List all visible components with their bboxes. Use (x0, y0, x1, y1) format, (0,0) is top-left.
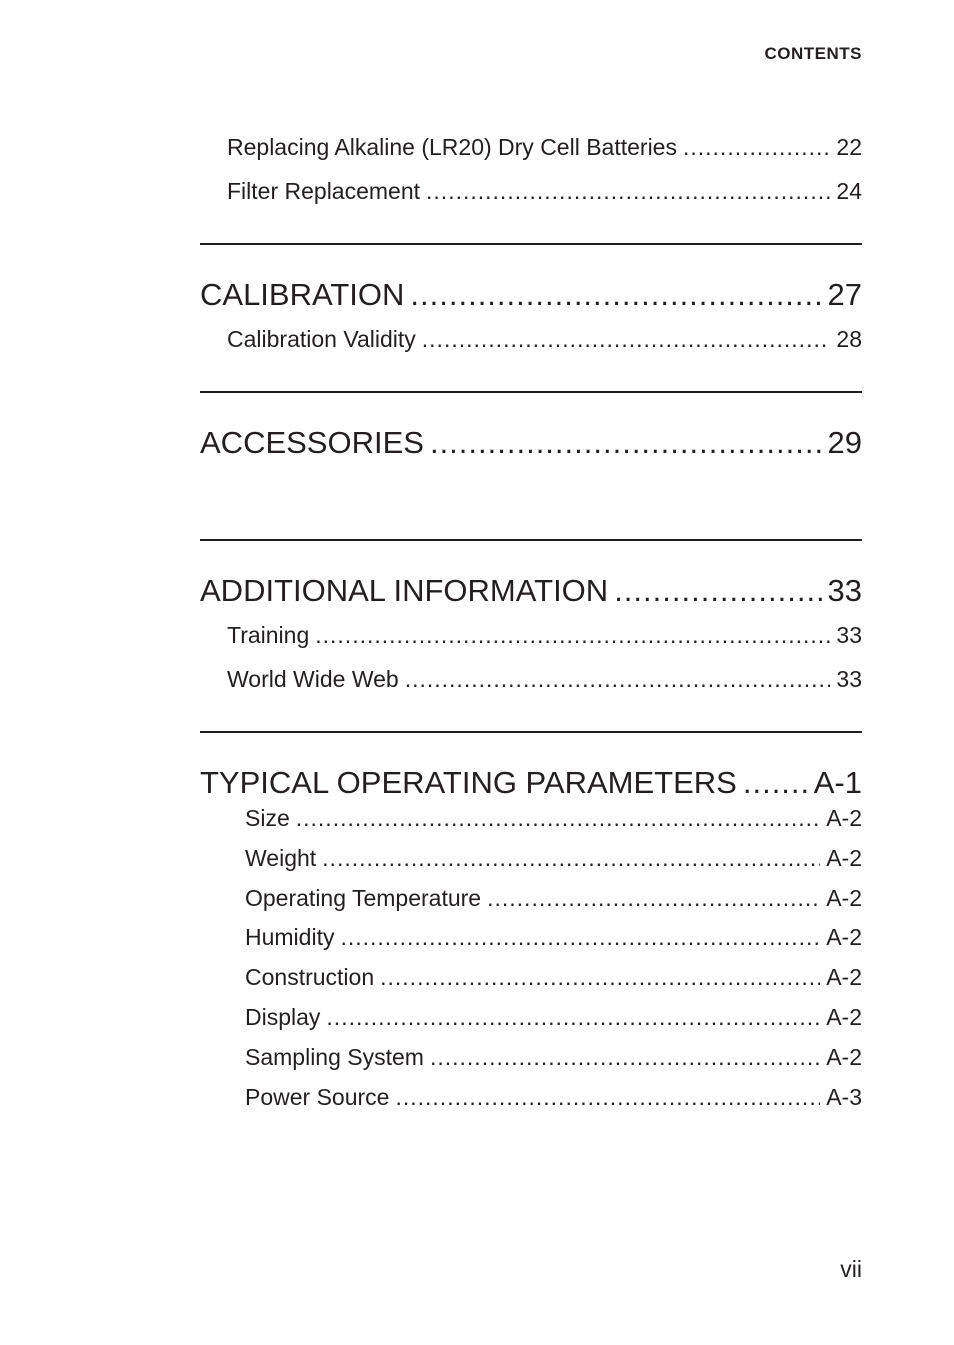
toc-entry[interactable] (245, 885, 862, 912)
toc-entry-title: Training (227, 622, 310, 648)
toc-heading-title: ADDITIONAL INFORMATION (200, 573, 609, 608)
dot-leader (380, 964, 820, 991)
dot-leader (315, 622, 830, 649)
toc-entry-title: Operating Temperature (245, 885, 482, 911)
toc-heading-page: A-1 (813, 765, 862, 800)
toc-heading-title: ACCESSORIES (200, 425, 424, 460)
toc-entry-title: Replacing Alkaline (LR20) Dry Cell Batteries (227, 134, 677, 160)
toc-entry-title: World Wide Web (227, 666, 399, 692)
toc-entry-page: 33 (836, 666, 862, 692)
dot-leader (340, 924, 820, 951)
toc-entry-title: Calibration Validity (227, 326, 416, 352)
toc-entry-page: 33 (836, 622, 862, 648)
dot-leader (426, 178, 830, 205)
toc-entry[interactable] (227, 178, 862, 205)
toc-heading[interactable] (200, 277, 862, 313)
dot-leader (430, 425, 822, 461)
section-divider (200, 731, 862, 733)
toc-entry-page: A-2 (826, 964, 862, 990)
toc-entry[interactable] (245, 1004, 862, 1031)
toc-entry[interactable] (245, 924, 862, 951)
section-divider (200, 391, 862, 393)
toc-heading[interactable] (200, 425, 862, 461)
toc-entry[interactable] (227, 326, 862, 353)
toc-entry[interactable] (227, 134, 862, 161)
dot-leader (410, 277, 821, 313)
toc-entry[interactable] (245, 845, 862, 872)
dot-leader (405, 666, 831, 693)
toc-heading-page: 27 (827, 277, 862, 312)
toc-heading-page: 29 (827, 425, 862, 460)
toc-entry[interactable] (245, 805, 862, 832)
toc-entry[interactable] (245, 1084, 862, 1111)
toc-entry-title: Size (245, 805, 290, 831)
toc-heading-title: CALIBRATION (200, 277, 405, 312)
toc-entry[interactable] (245, 964, 862, 991)
toc-entry-page: A-2 (826, 845, 862, 871)
section-divider (200, 243, 862, 245)
dot-leader (683, 134, 830, 161)
page-number: vii (840, 1256, 862, 1282)
toc-entry-page: A-2 (826, 1044, 862, 1070)
dot-leader (614, 573, 821, 609)
toc-heading-page: 33 (827, 573, 862, 608)
toc-heading[interactable] (200, 765, 862, 801)
toc-entry-page: A-2 (826, 805, 862, 831)
toc-entry-title: Weight (245, 845, 317, 871)
dot-leader (322, 845, 820, 872)
dot-leader (296, 805, 820, 832)
dot-leader (487, 885, 820, 912)
toc-entry[interactable] (245, 1044, 862, 1071)
toc-entry-title: Humidity (245, 924, 335, 950)
toc-entry[interactable] (227, 622, 862, 649)
toc-entry[interactable] (227, 666, 862, 693)
toc-entry-title: Display (245, 1004, 321, 1030)
dot-leader (395, 1084, 820, 1111)
toc-entry-title: Sampling System (245, 1044, 424, 1070)
toc-entry-page: A-2 (826, 1004, 862, 1030)
section-divider (200, 539, 862, 541)
toc-heading-title: TYPICAL OPERATING PARAMETERS (200, 765, 737, 800)
toc-entry-title: Filter Replacement (227, 178, 421, 204)
running-header: CONTENTS (764, 44, 862, 63)
toc-entry-page: 22 (836, 134, 862, 160)
toc-entry-page: A-2 (826, 885, 862, 911)
toc-entry-title: Construction (245, 964, 375, 990)
dot-leader (326, 1004, 820, 1031)
toc-entry-page: A-2 (826, 924, 862, 950)
toc-heading[interactable] (200, 573, 862, 609)
dot-leader (430, 1044, 820, 1071)
toc-entry-page: A-3 (826, 1084, 862, 1110)
toc-entry-page: 24 (836, 178, 862, 204)
dot-leader (743, 765, 808, 801)
toc-entry-title: Power Source (245, 1084, 390, 1110)
toc-entry-page: 28 (836, 326, 862, 352)
dot-leader (422, 326, 831, 353)
